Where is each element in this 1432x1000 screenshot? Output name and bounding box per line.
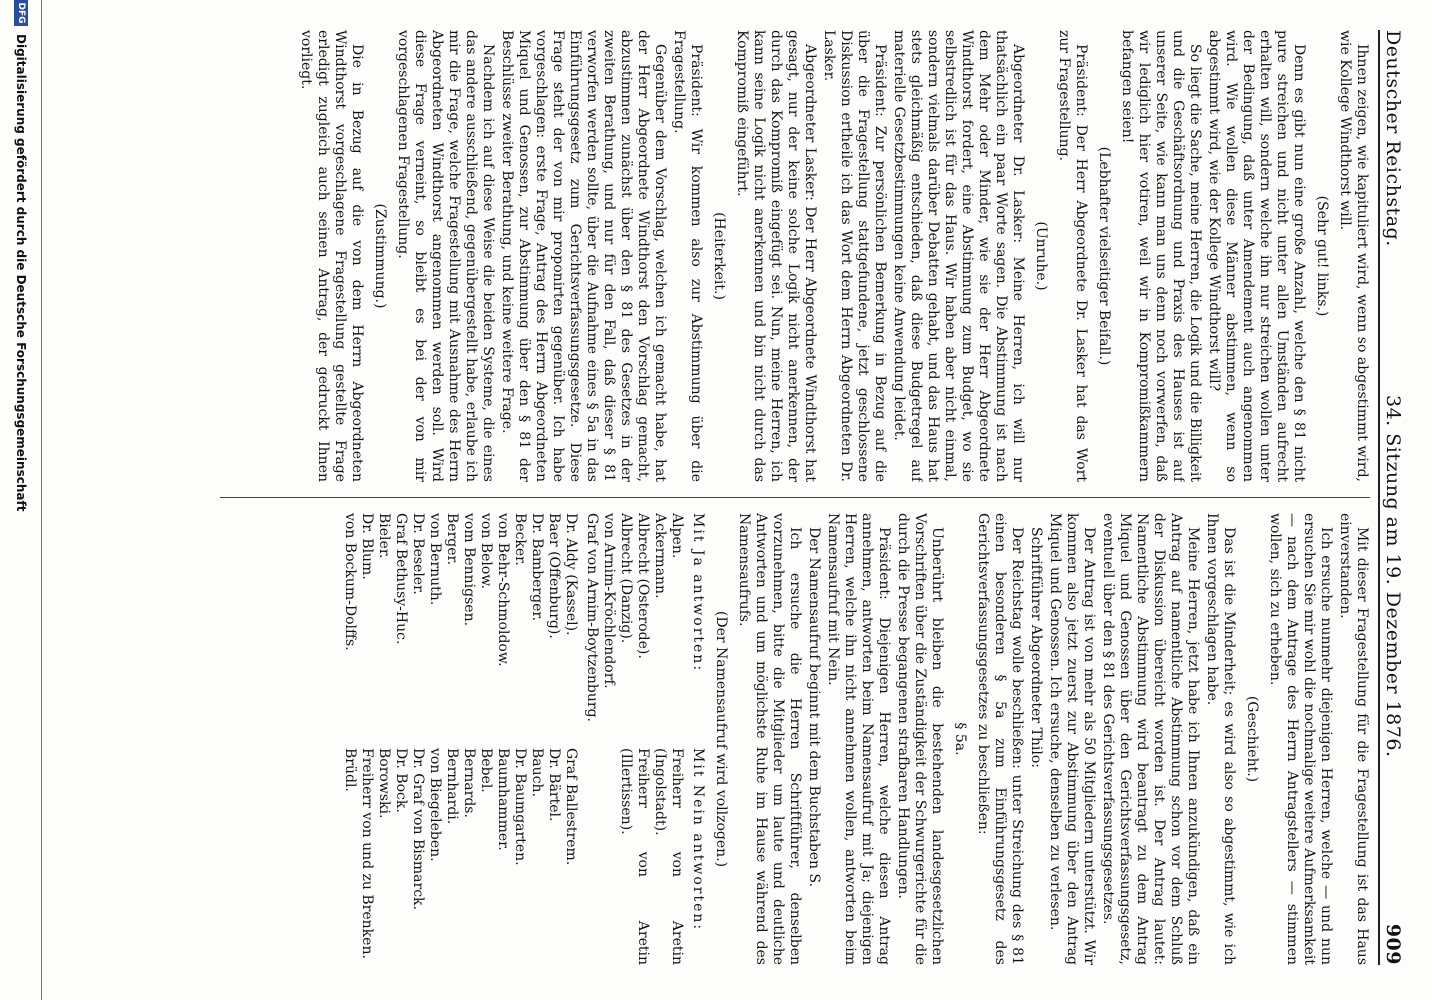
- ja-name: von Below.: [478, 513, 494, 590]
- column-separator: [220, 497, 1370, 498]
- ja-name: von Behr-Schmoldow.: [495, 513, 511, 667]
- paragraph: Unberührt bleiben die bestehenden landesgesetzlichen Vorschriften über die Zuständigkeit der Schwurgerichte für die durch die Presse begangenen strafbaren Handlungen.: [895, 513, 945, 965]
- left-column: [80, 30, 1370, 482]
- paragraph: Ihnen zeigen, wie kapituliert wird, wenn so abgestimmt wird, wie Kollege Windthorst will.: [1337, 30, 1370, 482]
- ja-list-head: [689, 513, 706, 730]
- right-column: [80, 513, 1370, 965]
- nein-name: Brüdl.: [342, 748, 358, 792]
- header-session: 34. Sitzung am 19. Dezember 1876.: [1382, 395, 1404, 758]
- ja-name: Albrecht (Osterode).: [635, 513, 651, 659]
- dfg-logo: DFG: [14, 0, 28, 26]
- ja-name: Berger.: [444, 513, 460, 566]
- paragraph: Abgeordneter Dr. Lasker: Meine Herren, ich will nur thatsächlich ein paar Worte sagen. Die Abstimmung ist nach dem Mehr oder Minder, wie sie der Herr Abgeordnete Windthorst fordert, eine Abstimmung zum Budget, wo sie selbstredlich ist für das Haus. Wir haben aber nicht einmal, sondern vielmals darüber Debatten gehabt, und das Haus hat stets gleichmäßig entschieden, daß diese Budgetregel auf materielle Gesetzbestimmungen keine Anwendung leidet.: [891, 30, 1026, 482]
- paragraph: Präsident: Diejenigen Herren, welche diesen Antrag annehmen, antworten beim Namensaufruf mit Ja; diejenigen Herren, welche ihn nicht annehmen wollen, antworten beim Namensaufruf mit Nein.: [825, 513, 892, 965]
- digitization-credit: Digitalisierung gefördert durch die Deutsche Forschungsgemeinschaft: [14, 34, 28, 512]
- nein-name: Bernhardi.: [444, 748, 460, 825]
- nein-name: Freiherr von Aretin (Illertissen).: [618, 748, 651, 965]
- ja-name: Dr. Beseler.: [410, 513, 426, 595]
- remark: (Sehr gut! links.): [1314, 195, 1330, 317]
- nein-heading: Mit Nein antworten:: [690, 748, 706, 932]
- ja-name: Baer (Offenburg).: [546, 513, 562, 639]
- nein-name: Bebel.: [478, 748, 494, 793]
- ja-name: Dr. Aldy (Kassel).: [563, 513, 579, 636]
- paragraph: Der Namensaufruf beginnt mit dem Buchstaben S.: [806, 527, 822, 888]
- nein-name: Baumhammer.: [495, 748, 511, 851]
- paragraph: Nachdem ich auf diese Weise die beiden Systeme, die eines das andere ausschließend, gegenübergestellt habe, erlaube ich mir die Frage, welche Fragestellung mit Ausnahme des Herrn Abgeordneten Windthorst angenommen werden soll. Wird diese Frage verneint, so bleibt es bei der von mir vorgeschlagenen Fragestellung.: [395, 30, 496, 482]
- paragraph: Der Antrag ist von mehr als 50 Mitgliedern unterstützt. Wir kommen also jetzt zuerst zur Abstimmung über den Antrag Miquel und Genossen. Ich ersuche, denselben zu verlesen.: [1047, 513, 1097, 965]
- ja-names: [341, 513, 579, 730]
- ja-name: von Bockum-Dolffs.: [342, 513, 358, 651]
- paragraph: So liegt die Sache, meine Herren, die Logik und die Billigkeit und die Geschäftsordnung und Praxis des Hauses ist auf unserer Seite, wie kann man uns denn noch vorwerfen, daß wir lediglich hier votiren, weil wir in Kompromißkammern befangen seien!: [1119, 30, 1203, 482]
- header-rule: [1378, 30, 1380, 965]
- paragraph: Meine Herren, jetzt habe ich Ihnen anzukündigen, daß ein Antrag auf namentliche Abstimmung schon vor dem Schluß der Diskussion übereicht worden ist. Der Antrag lautet: Namentliche Abstimmung wird beantragt zu dem Antrag Miquel und Genossen über den Gerichtsverfassungsgesetz, eventuell über den § 81 des Gerichtsverfassungsgesetzes.: [1100, 513, 1201, 965]
- nein-name: Dr. Bock.: [393, 748, 409, 813]
- ja-name: Dr. Bamberger.: [529, 513, 545, 621]
- nein-name: Bernards.: [461, 748, 477, 818]
- page-number: 909: [1382, 923, 1404, 965]
- header-publication: Deutscher Reichstag.: [1382, 30, 1404, 247]
- nein-list-head: [689, 748, 706, 965]
- nein-name: Graf Ballestrem.: [563, 748, 579, 866]
- nein-names-top: [583, 748, 685, 965]
- paragraph: Präsident: Zur persönlichen Bemerkung in Bezug auf die über die Fragestellung stattgefundene, jetzt geschlossene Diskussion ertheile ich das Wort dem Herrn Abgeordneten Dr. Lasker.: [821, 30, 888, 482]
- nein-name: Dr. Baumgarten.: [512, 748, 528, 866]
- paragraph: Das ist die Minderheit; es wird also so abgestimmt, wie ich Ihnen vorgeschlagen habe.: [1204, 513, 1237, 965]
- digitization-footer: [10, 0, 32, 1000]
- paragraph: Präsident: Der Herr Abgeordnete Dr. Lasker hat das Wort zur Fragestellung.: [1056, 30, 1089, 482]
- ja-name: von Arnim-Kröchlendorf.: [601, 513, 617, 689]
- paragraph: Mit dieser Fragestellung für die Fragestellung ist das Haus einverstanden.: [1337, 513, 1370, 965]
- nein-names: [341, 748, 579, 965]
- ja-name: von Bernuth.: [427, 513, 443, 606]
- ja-name: Becker.: [512, 513, 528, 566]
- paragraph: Schriftführer Abgeordneter Thilo:: [1028, 527, 1044, 768]
- nein-name: Dr. Bärtel.: [546, 748, 562, 822]
- paragraph: Ich ersuche nunmehr diejenigen Herren, welche — und nun ersuchen Sie mir wohl die nochmalige weitere Aufmerksamkeit — nach dem Antrage des Herrn Antragstellers — stimmen wollen, sich zu erheben.: [1267, 513, 1334, 965]
- remark: (Heiterkeit.): [711, 212, 727, 300]
- paragraph: Die in Bezug auf die von dem Herrn Abgeordneten Windthorst vorgeschlagene Fragestellung gestellte Frage erledigt zugleich auch seinen Antrag, der gedruckt Ihnen vorliegt.: [298, 30, 365, 482]
- nein-name: Dr. Graf von Bismarck.: [410, 748, 426, 910]
- ja-heading: Mit Ja antworten:: [690, 513, 706, 673]
- nein-name: Bauch.: [529, 748, 545, 797]
- ja-name: vom Bennigsen.: [461, 513, 477, 627]
- remark: (Zustimmung.): [372, 203, 388, 309]
- nein-name: Borowski.: [376, 748, 392, 819]
- paragraph: Denn es gibt nun eine große Anzahl, welche den § 81 nicht pure streichen und nicht unter allen Umständen aufrecht erhalten will, sondern welche ihn nur streichen wollen unter der Bedingung, daß unter Amendement auch angenommen wird. Wie wollen diese Männer abstimmen, wenn so abgestimmt wird, wie der Kollege Windthorst will?: [1206, 30, 1307, 482]
- ja-name: Graf von Arnim-Boytzenburg.: [584, 513, 600, 722]
- paragraph: Abgeordneter Lasker: Der Herr Abgeordnete Windthorst hat gesagt, nur der keine solche Logik nicht anerkennen, der durch das Kompromiß eingefügt sei. Nun, meine Herren, ich kann seine Logik nicht anerkennen und bin nicht durch das Kompromiß eingeführt.: [734, 30, 818, 482]
- ja-name: Alpen.: [669, 513, 685, 559]
- remark: (Geschieht.): [1244, 695, 1260, 783]
- paragraph: Ich ersuche die Herren Schriftführer, denselben vorzunehmen, bitte die Mitglieder um laute und deutliche Antworten und um möglichste Ruhe im Hause während des Namensaufrufs.: [736, 513, 803, 965]
- vote-headings: [689, 513, 706, 965]
- ja-names-top: [583, 513, 685, 730]
- nein-name: Freiherr von Aretin (Ingolstadt).: [652, 748, 685, 965]
- ja-name: Ackermann.: [652, 513, 668, 599]
- vote-lists: [341, 513, 579, 965]
- remark: (Lebhafter vielseitiger Beifall.): [1096, 146, 1112, 366]
- ja-name: Bieler.: [376, 513, 392, 559]
- ja-name: Albrecht (Danzig).: [618, 513, 634, 644]
- nein-name: von Biegeleben.: [427, 748, 443, 862]
- nein-name: Freiherr von und zu Brenken.: [359, 748, 375, 959]
- ja-name: Dr. Blum.: [359, 513, 375, 580]
- ja-name: Graf Bethusy-Huc.: [393, 513, 409, 645]
- remark: (Unruhe.): [1033, 221, 1049, 291]
- page-edge: [41, 0, 42, 1000]
- section-number: § 5a.: [952, 722, 968, 756]
- paragraph: Der Reichstag wolle beschließen: unter Streichung des § 81 einen besonderen § 5a zum Einführungsgesetz des Gerichtsverfassungsgesetzes zu beschließen:: [975, 513, 1025, 965]
- paragraph: Gegenüber dem Vorschlag, welchen ich gemacht habe, hat der Herr Abgeordnete Windthorst den Vorschlag gemacht, abzustimmen zunächst über den § 81 des Gesetzes in der zweiten Berathung, und nur für den Fall, daß dieser § 81 verworfen werden sollte, über die Aufnahme eines § 5a in das Einführungsgesetz zum Gerichtsverfassungsgesetze. Diese Frage steht der von mir proponirten gegenüber. Ich habe vorgeschlagen: erste Frage, Antrag des Herrn Abgeordneten Miquel und Genossen, zur Abstimmung über den § 81 der Beschlüsse zweiter Berathung, und keine weitere Frage.: [499, 30, 668, 482]
- remark: (Der Namensaufruf wird vollzogen.): [713, 610, 729, 868]
- paragraph: Präsident: Wir kommen also zur Abstimmung über die Fragestellung.: [671, 30, 704, 482]
- vote-lists-top: [583, 513, 685, 965]
